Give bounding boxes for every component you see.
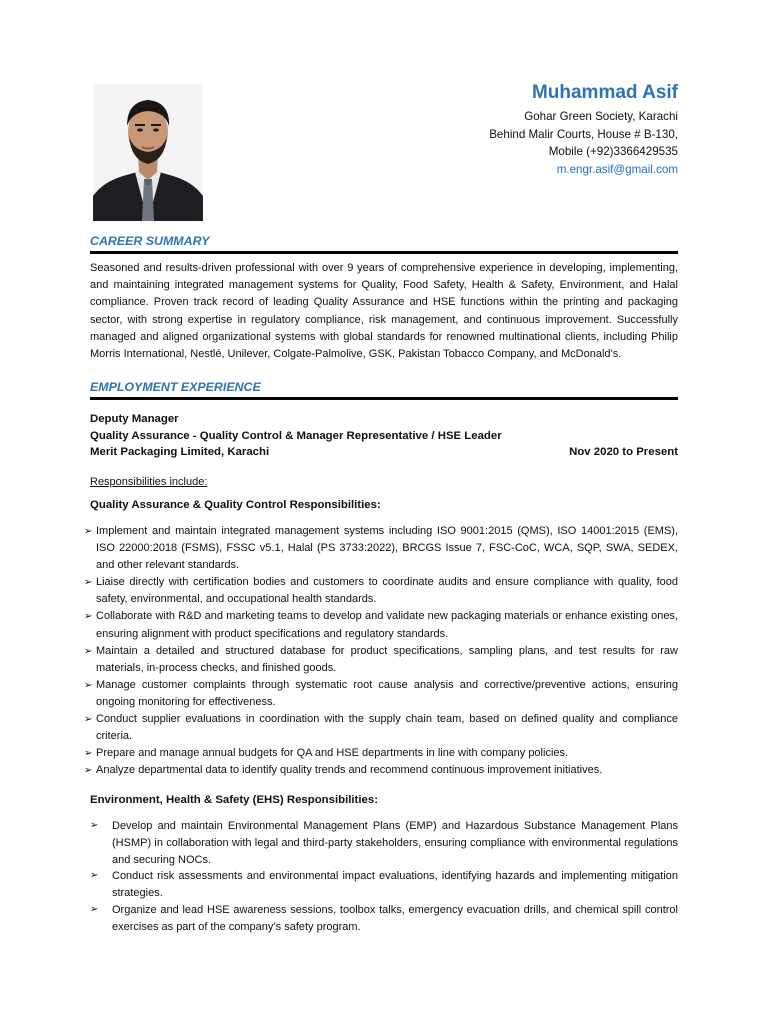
job-role: Quality Assurance - Quality Control & Manager Representative / HSE Leader (90, 429, 502, 442)
employment-heading: EMPLOYMENT EXPERIENCE (90, 380, 261, 394)
arrow-bullet-icon: ➢ (84, 577, 93, 589)
list-item: ➢ Conduct risk assessments and environmental impact evaluations, identifying hazards and implementing mitigation strategies. (90, 870, 678, 900)
employment-divider (90, 397, 678, 400)
ehs-heading: Environment, Health & Safety (EHS) Responsibilities: (90, 794, 378, 806)
profile-photo (93, 84, 203, 221)
list-item: ➢ Organize and lead HSE awareness sessions, toolbox talks, emergency evacuation drills, and chemical spill control exercises as part of the company’s safety program. (90, 903, 678, 933)
qa-responsibilities-list (84, 523, 678, 779)
list-item: ➢ Analyze departmental data to identify quality trends and recommend continuous improvement initiatives. (84, 762, 678, 779)
list-item: ➢ Collaborate with R&D and marketing teams to develop and validate new packaging materials or enhance existing ones, ensuring alignment with product specifications and regulatory standards. (84, 610, 678, 640)
arrow-bullet-icon: ➢ (84, 526, 93, 537)
address-line-1: Gohar Green Society, Karachi (524, 110, 678, 123)
job-position: Deputy Manager (90, 413, 179, 425)
arrow-bullet-icon: ➢ (84, 679, 93, 691)
candidate-name: Muhammad Asif (531, 82, 678, 103)
list-item: ➢ Develop and maintain Environmental Management Plans (EMP) and Hazardous Substance Management Plans (HSMP) in collaboration with legal and third-party stakeholders, ensuring compliance with environmental regulations and securing NOCs. (90, 820, 678, 866)
list-item: ➢ Conduct supplier evaluations in coordination with the supply chain team, based on defined quality and compliance criteria. (84, 713, 678, 743)
qa-heading: Quality Assurance & Quality Control Responsibilities: (90, 499, 381, 511)
list-item: ➢ Maintain a detailed and structured database for product specifications, sampling plans, and test results for raw materials, in-process checks, and finished goods. (84, 644, 678, 674)
job-entry (90, 411, 678, 461)
career-summary-text: Seasoned and results-driven professional with over 9 years of comprehensive experience in developing, implementing, and maintaining integrated management systems for Quality, Food Safety, Health & Safety, Environment, and Halal compliance. Proven track record of leading Quality Assurance and HSE functions within the printing and packaging sector, with strong expertise in regulatory compliance, risk management, and continuous improvement. Successfully managed and aligned organizational systems with global standards for renowned multinational clients, including Philip Morris International, Nestlé, Unilever, Colgate-Palmolive, GSK, Pakistan Tobacco Company, and McDonald’s. (90, 262, 678, 361)
career-summary-heading: CAREER SUMMARY (90, 234, 210, 248)
job-company-row (90, 444, 678, 461)
arrow-bullet-icon: ➢ (84, 748, 93, 760)
responsibilities-intro: Responsibilities include: (90, 476, 208, 488)
arrow-bullet-icon: ➢ (84, 611, 93, 623)
list-item: ➢ Manage customer complaints through systematic root cause analysis and corrective/preventive actions, ensuring ongoing monitoring for effectiveness. (84, 678, 678, 708)
list-item: ➢ Liaise directly with certification bodies and customers to coordinate audits and ensure compliance with quality, food safety, environmental, and occupational health standards. (84, 576, 678, 606)
arrow-bullet-icon: ➢ (90, 820, 99, 831)
arrow-bullet-icon: ➢ (90, 903, 99, 915)
arrow-bullet-icon: ➢ (84, 645, 93, 657)
address-line-2: Behind Malir Courts, House # B-130, (489, 127, 678, 141)
mobile-number: Mobile (+92)3366429535 (548, 145, 678, 158)
contact-block (489, 80, 678, 178)
ehs-responsibilities-list (90, 818, 678, 936)
list-item: ➢ Prepare and manage annual budgets for QA and HSE departments in line with company policies. (84, 745, 678, 762)
job-dates: Nov 2020 to Present (569, 446, 678, 459)
arrow-bullet-icon: ➢ (84, 765, 93, 777)
arrow-bullet-icon: ➢ (84, 714, 93, 726)
job-company: Merit Packaging Limited, Karachi (90, 446, 270, 459)
arrow-bullet-icon: ➢ (90, 870, 99, 882)
list-item: ➢ Implement and maintain integrated management systems including ISO 9001:2015 (QMS), ISO 14001:2015 (EMS), ISO 22000:2018 (FSMS), FSSC v5.1, Halal (PS 3733:2022), BRCGS Issue 7, FSC-CoC, WCA, SQP, SWA, SEDEX, and other relevant standards. (84, 525, 678, 572)
profile-photo-illustration (93, 84, 203, 221)
email-link[interactable]: m.engr.asif@gmail.com (556, 162, 678, 176)
career-summary-divider (90, 251, 678, 254)
